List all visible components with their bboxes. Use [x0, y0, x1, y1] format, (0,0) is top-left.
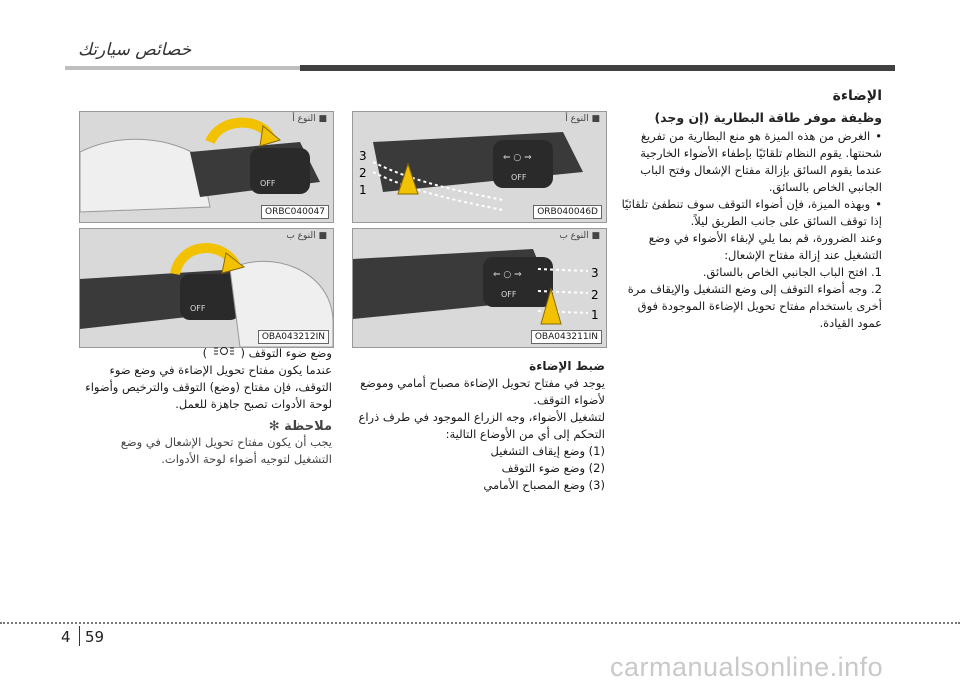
svg-text:⇐ ○ ⇒: ⇐ ○ ⇒ — [503, 153, 532, 163]
bullet-paragraph-2: • وبهذه الميزة، فإن أضواء التوقف سوف تنطفئ تلقائيًا إذا توقف السائق على جانب الطريق ليلاً. — [620, 196, 882, 230]
battery-saver-body — [620, 128, 882, 332]
page-number-chapter: 4 — [61, 628, 71, 646]
list-item: (2) وضع ضوء التوقف — [501, 461, 605, 475]
paragraph-parking: عندما يكون مفتاح تحويل الإضاءة في وضع ضوء التوقف، فإن مفتاح (وضع) التوقف والترخيص وأضواء لوحة الأدوات تصبح جاهزة للعمل. — [85, 363, 332, 411]
chapter-title: خصائص سيارتك — [78, 40, 192, 60]
subtitle-battery-saver: وظيفة موفر طاقة البطارية (إن وجد) — [654, 110, 882, 125]
figure-tag: ■ النوع ب — [286, 231, 327, 241]
svg-text:2: 2 — [359, 166, 367, 180]
figure-code: ORB040046D — [533, 205, 602, 219]
bullet-paragraph-1: • الغرض من هذه الميزة هو منع البطارية من تفريغ شحنتها. يقوم النظام تلقائيًا بإطفاء الأضواء الخارجية عندما يقوم السائق بإزالة مفتاح الإشعال وفتح الباب الجانبي الخاص بالسائق. — [620, 128, 882, 196]
figure-code: OBA043212IN — [258, 330, 329, 344]
figure-tag: ■ النوع ب — [559, 231, 600, 241]
mode-title-line — [79, 345, 332, 362]
figure-type-b-hand — [79, 228, 334, 348]
section-title-lighting-control: ضبط الإضاءة — [529, 359, 605, 373]
svg-text:OFF: OFF — [501, 290, 517, 299]
paragraph-keep-lights: وعند الضرورة، قم بما يلي لإبقاء الأضواء في وضع التشغيل عند إزالة مفتاح الإشعال: — [648, 231, 882, 262]
svg-text:OFF: OFF — [190, 304, 206, 313]
note-title: ملاحظة — [284, 419, 332, 434]
footer-divider — [0, 622, 960, 624]
positions-list — [352, 443, 605, 494]
svg-text:OFF: OFF — [260, 179, 276, 188]
svg-text:⇐ ○ ⇒: ⇐ ○ ⇒ — [493, 270, 522, 280]
note-icon: ✻ — [268, 419, 280, 434]
figure-code: OBA043211IN — [531, 330, 602, 344]
list-item: (1) وضع إيقاف التشغيل — [490, 444, 605, 458]
header-bar-light — [65, 66, 300, 70]
figure-type-b-stalk — [352, 228, 607, 348]
page-number: 59 — [85, 628, 105, 646]
paragraph-switch: يوجد في مفتاح تحويل الإضاءة مصباح أمامي وموضع لأضواء التوقف. — [360, 376, 605, 407]
figure-code: ORBC040047 — [261, 205, 329, 219]
figure-tag: ■ النوع أ — [292, 114, 327, 124]
svg-text:OFF: OFF — [511, 173, 527, 182]
note-body: يجب أن يكون مفتاح تحويل الإشعال في وضع التشغيل لتوجيه أضواء لوحة الأدوات. — [120, 435, 332, 466]
svg-text:2: 2 — [591, 288, 599, 302]
note-heading — [79, 419, 332, 434]
parking-light-symbol — [213, 345, 235, 357]
svg-text:3: 3 — [591, 266, 599, 280]
svg-text:1: 1 — [359, 183, 367, 197]
mode-title: وضع ضوء التوقف ( — [240, 346, 332, 360]
page-number-separator — [79, 626, 80, 646]
watermark: carmanualsonline.info — [610, 652, 884, 682]
figure-tag: ■ النوع أ — [565, 114, 600, 124]
figure-type-a-hand — [79, 111, 334, 223]
svg-text:3: 3 — [359, 149, 367, 163]
list-item: 1. افتح الباب الجانبي الخاص بالسائق. — [702, 265, 882, 279]
mode-title-end: ) — [202, 346, 208, 360]
list-item: 2. وجه أضواء التوقف إلى وضع التشغيل والإيقاف مرة أخرى باستخدام مفتاح تحويل الإضاءة الموجودة فوق عمود القيادة. — [627, 282, 882, 330]
paragraph-operate: لتشغيل الأضواء، وجه الزراع الموجود في طرف ذراع التحكم إلى أي من الأوضاع التالية: — [358, 410, 605, 441]
svg-text:1: 1 — [591, 308, 599, 322]
steps-list — [620, 264, 882, 332]
header-bar-dark — [300, 65, 895, 71]
parking-light-icon — [211, 345, 237, 362]
lighting-control-text — [352, 358, 605, 494]
section-title-lighting: الإضاءة — [832, 88, 882, 104]
parking-light-text — [79, 345, 332, 468]
figure-type-a-stalk — [352, 111, 607, 223]
list-item: (3) وضع المصباح الأمامي — [483, 478, 605, 492]
